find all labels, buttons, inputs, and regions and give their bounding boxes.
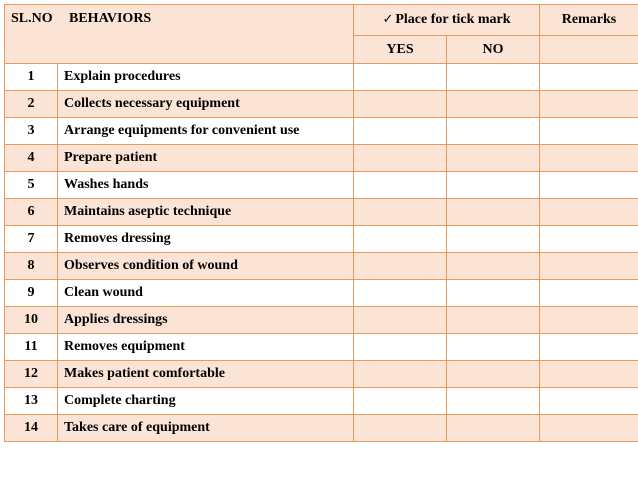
behavior-cell: Explain procedures: [58, 64, 354, 91]
table-row: [5, 415, 638, 442]
sl-no-cell: 9: [5, 280, 58, 307]
remarks-cell[interactable]: [540, 415, 638, 442]
yes-tick-cell[interactable]: [354, 334, 447, 361]
no-tick-cell[interactable]: [447, 118, 540, 145]
yes-tick-cell[interactable]: [354, 361, 447, 388]
checkmark-icon: ✓: [382, 12, 394, 27]
header-row: [5, 5, 638, 36]
sl-no-cell: 5: [5, 172, 58, 199]
header-sl-behaviors-cell: [5, 5, 354, 64]
table-row: [5, 199, 638, 226]
no-tick-cell[interactable]: [447, 415, 540, 442]
sl-no-cell: 11: [5, 334, 58, 361]
sl-no-cell: 8: [5, 253, 58, 280]
no-tick-cell[interactable]: [447, 64, 540, 91]
remarks-cell[interactable]: [540, 361, 638, 388]
yes-tick-cell[interactable]: [354, 172, 447, 199]
header-behaviors: BEHAVIORS: [69, 11, 152, 26]
remarks-cell[interactable]: [540, 145, 638, 172]
no-tick-cell[interactable]: [447, 91, 540, 118]
header-tick-cell: [354, 5, 540, 36]
remarks-cell[interactable]: [540, 199, 638, 226]
no-tick-cell[interactable]: [447, 307, 540, 334]
yes-tick-cell[interactable]: [354, 415, 447, 442]
remarks-cell[interactable]: [540, 226, 638, 253]
table-row: [5, 388, 638, 415]
yes-tick-cell[interactable]: [354, 199, 447, 226]
sl-no-cell: 10: [5, 307, 58, 334]
behavior-cell: Arrange equipments for convenient use: [58, 118, 354, 145]
table-row: [5, 280, 638, 307]
yes-tick-cell[interactable]: [354, 91, 447, 118]
sl-no-cell: 3: [5, 118, 58, 145]
behavior-rows: [5, 64, 638, 442]
behavior-cell: Removes equipment: [58, 334, 354, 361]
remarks-cell[interactable]: [540, 280, 638, 307]
behavior-cell: Washes hands: [58, 172, 354, 199]
behavior-cell: Removes dressing: [58, 226, 354, 253]
yes-tick-cell[interactable]: [354, 145, 447, 172]
behavior-cell: Collects necessary equipment: [58, 91, 354, 118]
no-tick-cell[interactable]: [447, 226, 540, 253]
no-tick-cell[interactable]: [447, 334, 540, 361]
behavior-cell: Makes patient comfortable: [58, 361, 354, 388]
remarks-cell[interactable]: [540, 118, 638, 145]
table-row: [5, 118, 638, 145]
yes-tick-cell[interactable]: [354, 64, 447, 91]
remarks-cell[interactable]: [540, 253, 638, 280]
table-row: [5, 91, 638, 118]
sl-no-cell: 6: [5, 199, 58, 226]
no-tick-cell[interactable]: [447, 280, 540, 307]
behavior-cell: Applies dressings: [58, 307, 354, 334]
behavior-cell: Prepare patient: [58, 145, 354, 172]
behavior-cell: Complete charting: [58, 388, 354, 415]
behavior-cell: Maintains aseptic technique: [58, 199, 354, 226]
sl-no-cell: 14: [5, 415, 58, 442]
no-tick-cell[interactable]: [447, 253, 540, 280]
no-tick-cell[interactable]: [447, 199, 540, 226]
header-remarks: Remarks: [540, 5, 638, 36]
header-sl-no: SL.NO: [11, 11, 53, 26]
behavior-cell: Takes care of equipment: [58, 415, 354, 442]
no-tick-cell[interactable]: [447, 361, 540, 388]
remarks-cell[interactable]: [540, 64, 638, 91]
table-row: [5, 361, 638, 388]
sl-no-cell: 4: [5, 145, 58, 172]
behavior-cell: Clean wound: [58, 280, 354, 307]
table-row: [5, 253, 638, 280]
yes-tick-cell[interactable]: [354, 118, 447, 145]
behavior-checklist-table: [4, 4, 638, 442]
remarks-cell[interactable]: [540, 307, 638, 334]
no-tick-cell[interactable]: [447, 172, 540, 199]
header-remarks-sub: [540, 36, 638, 64]
table-row: [5, 145, 638, 172]
header-yes: YES: [354, 36, 447, 64]
remarks-cell[interactable]: [540, 388, 638, 415]
sl-no-cell: 13: [5, 388, 58, 415]
table-row: [5, 226, 638, 253]
sl-no-cell: 12: [5, 361, 58, 388]
table-row: [5, 334, 638, 361]
sl-no-cell: 7: [5, 226, 58, 253]
header-no: NO: [447, 36, 540, 64]
yes-tick-cell[interactable]: [354, 280, 447, 307]
table-row: [5, 64, 638, 91]
remarks-cell[interactable]: [540, 91, 638, 118]
header-tick-label: Place for tick mark: [395, 12, 511, 27]
yes-tick-cell[interactable]: [354, 307, 447, 334]
behavior-cell: Observes condition of wound: [58, 253, 354, 280]
sl-no-cell: 1: [5, 64, 58, 91]
yes-tick-cell[interactable]: [354, 388, 447, 415]
yes-tick-cell[interactable]: [354, 253, 447, 280]
remarks-cell[interactable]: [540, 334, 638, 361]
no-tick-cell[interactable]: [447, 145, 540, 172]
remarks-cell[interactable]: [540, 172, 638, 199]
yes-tick-cell[interactable]: [354, 226, 447, 253]
table-row: [5, 172, 638, 199]
sl-no-cell: 2: [5, 91, 58, 118]
table-row: [5, 307, 638, 334]
no-tick-cell[interactable]: [447, 388, 540, 415]
